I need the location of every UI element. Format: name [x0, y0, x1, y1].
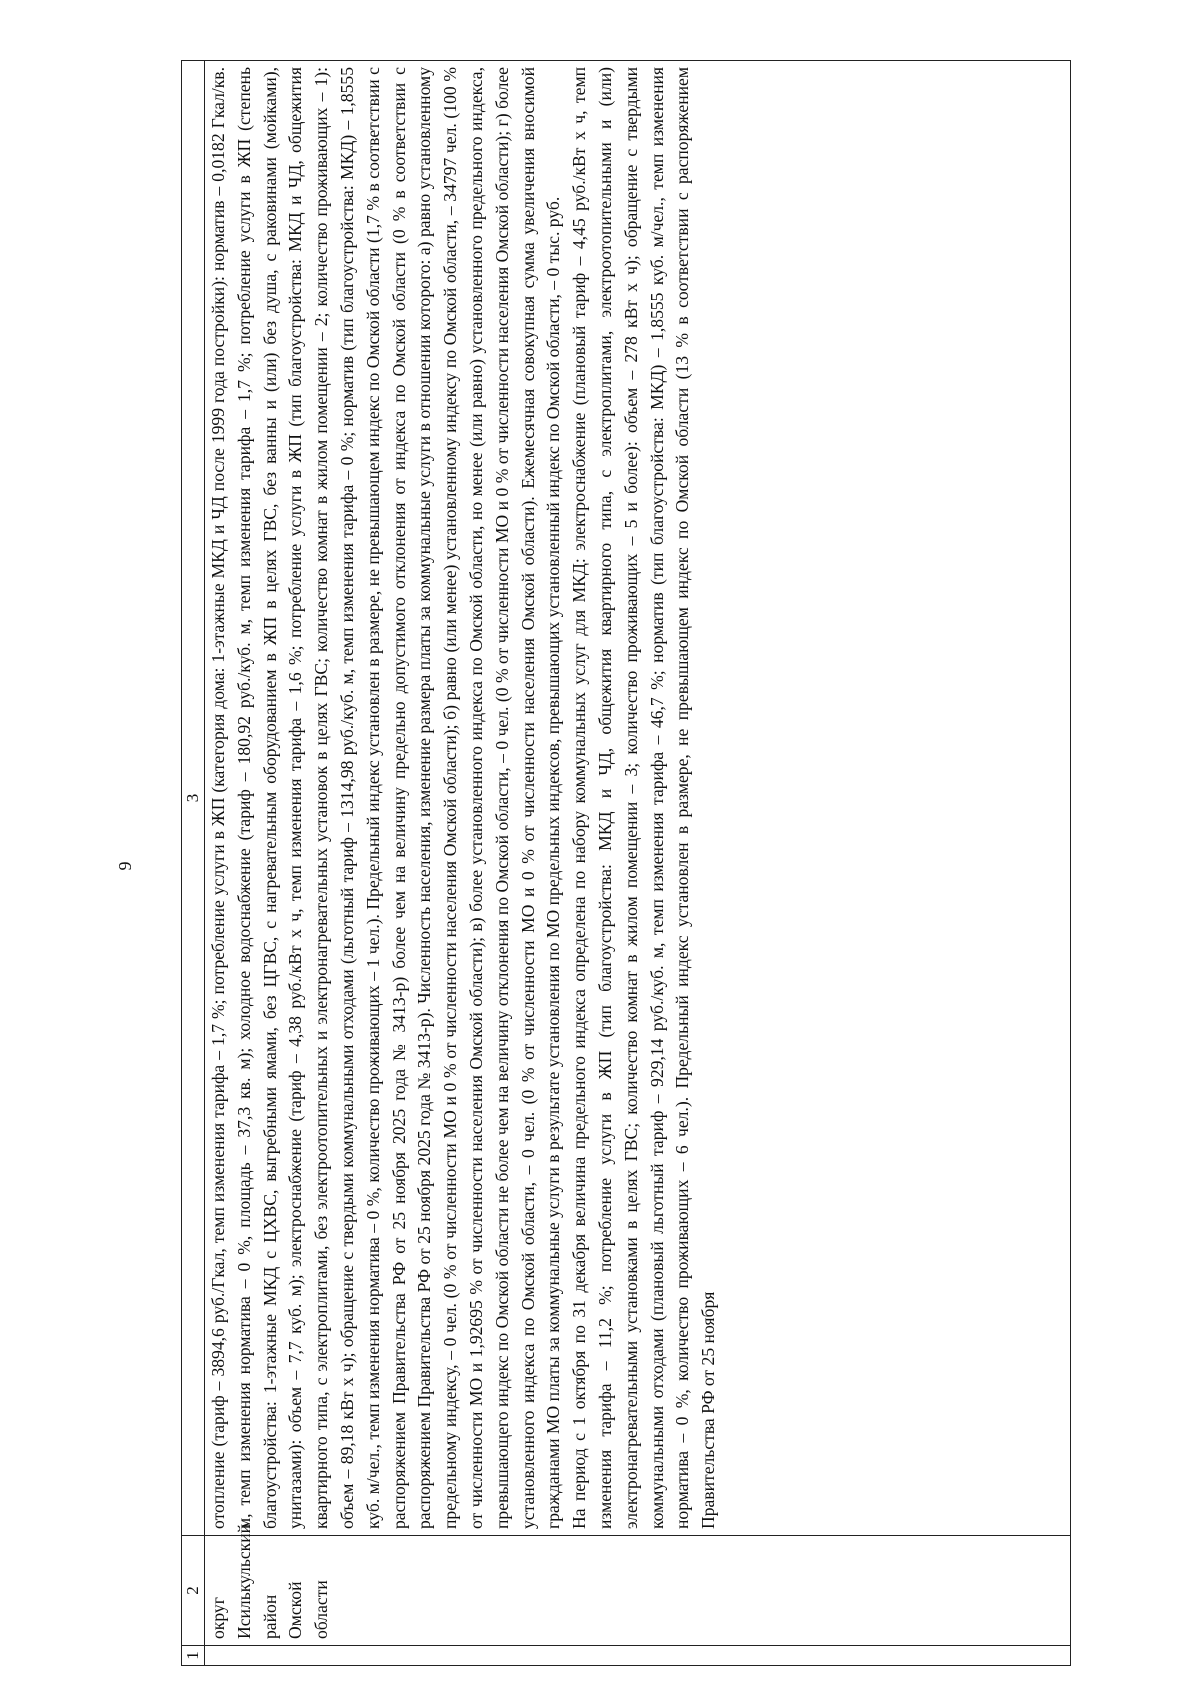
paragraph-annual: отопление (тариф – 3894,6 руб./Гкал, темп изменения тарифа – 1,7 %; потребление услуги в ЖП (категория дома: 1-этажные МКД и ЧД после 1999 года постройки): норматив – 0,0182 Гкал/кв. м, темп изменения норматива – 0 %, площадь – 37,3 кв. м); холодное водоснабжение (тариф – 180,92 руб./куб. м, темп изменения тарифа – 1,7 %; потребление услуги в ЖП (степень благоустройства: 1-этажные МКД с ЦХВС, выгребными ямами, без ЦГВС, с нагревательным оборудованием в ЖП в целях ГВС, без ванны и (или) без душа, с раковинами (мойками), унитазами): объем – 7,7 куб. м); электроснабжение (тариф – 4,38 руб./кВт х ч, темп изменения тарифа – 1,6 %; потребление услуги в ЖП (тип благоустройства: МКД и ЧД, общежития квартирного типа, с электроплитами, без электроотопительных и электронагревательных установок в целях ГВС; количество комнат в жилом помещении – 2; количество проживающих – 1): объем – 89,18 кВт х ч); обращение с твердыми коммунальными отходами (льготный тариф – 1314,98 руб./куб. м, темп изменения тарифа – 0 %; норматив (тип благоустройства: МКД) – 1,8555 куб. м/чел., темп изменения норматива – 0 %, количество проживающих – 1 чел.). Предельный индекс установлен в размере, не превышающем индекс по Омской области (1,7 % в соответствии с распоряжением Правительства РФ от 25 ноября 2025 года № 3413-р) более чем на величину предельно допустимого отклонения от индекса по Омской области (0 % в соответствии с распоряжением Правительства РФ от 25 ноября 2025 года № 3413-р). Численность населения, изменение размера платы за коммунальные услуги в отношении которого: а) равно установленному предельному индексу, – 0 чел. (0 % от численности МО и 0 % от численности населения Омской области); б) равно (или менее) установленному индексу по Омской области, – 34797 чел. (100 % от численности МО и 1,92695 % от численности населения Омской области); в) более установленного индекса по Омской области, но менее (или равно) установленного предельного индекса, превышающего индекс по Омской области не более чем на величину отклонения по Омской области, – 0 чел. (0 % от численности МО и 0 % от численности населения Омской области); г) более установленного индекса по Омской области, – 0 чел. (0 % от численности МО и 0 % от численности населения Омской области). Ежемесячная совокупная сумма увеличения вносимой гражданами МО платы за коммунальные услуги в результате установления по МО предельных индексов, превышающих установленный индекс по Омской области, – 0 тыс. руб.	[208, 67, 564, 1529]
table-row	[205, 61, 1071, 1666]
header-cell-1: 1	[182, 1646, 205, 1666]
table-header-row	[182, 61, 205, 1666]
municipality-cell: округ Исилькульский район Омской области	[205, 1536, 1071, 1646]
row-number-cell	[205, 1646, 1071, 1666]
document-table	[181, 60, 1071, 1666]
header-cell-2: 2	[182, 1536, 205, 1646]
header-cell-3: 3	[182, 61, 205, 1536]
paragraph-q4: На период с 1 октября по 31 декабря величина предельного индекса определена по набору коммунальных услуг для МКД: электроснабжение (плановый тариф – 4,45 руб./кВт х ч, темп изменения тарифа – 11,2 %; потребление услуги в ЖП (тип благоустройства: МКД и ЧД, общежития квартирного типа, с электроплитами, электроотопительными и (или) электронагревательными установками в целях ГВС; количество комнат в жилом помещении – 3; количество проживающих – 5 и более): объем – 278 кВт х ч); обращение с твердыми коммунальными отходами (плановый льготный тариф – 929,14 руб./куб. м, темп изменения тарифа – 46,7 %; норматив (тип благоустройства: МКД) – 1,8555 куб. м/чел., темп изменения норматива – 0 %, количество проживающих – 6 чел.). Предельный индекс установлен в размере, не превышающем индекс по Омской области (13 % в соответствии с распоряжением Правительства РФ от 25 ноября	[569, 67, 719, 1529]
rotated-page-content	[181, 60, 1071, 1666]
description-cell	[205, 61, 1071, 1536]
page-number: 9	[115, 861, 135, 871]
